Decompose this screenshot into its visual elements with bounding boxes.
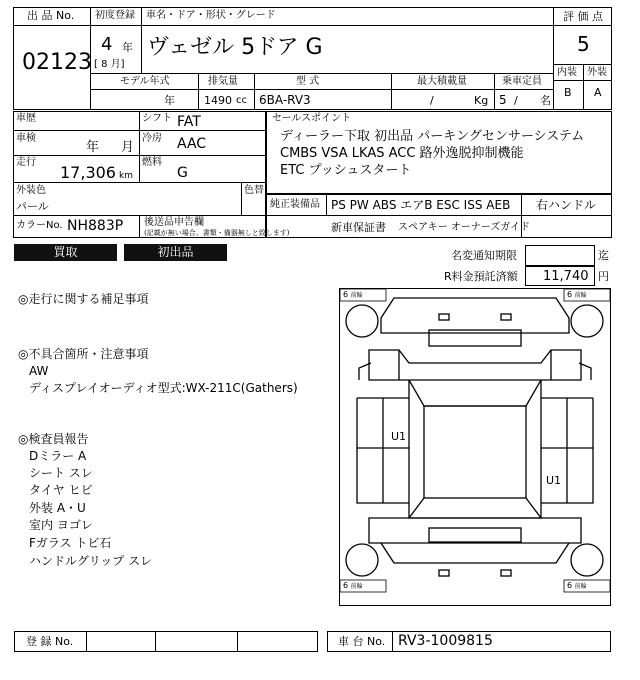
inspection-month: 月: [121, 140, 135, 155]
displacement-label: 排気量: [208, 76, 238, 87]
divider: [13, 130, 266, 131]
recycle-unit: 円: [598, 270, 609, 283]
type-value: 6BA-RV3: [259, 93, 311, 107]
lot-number: 02123: [22, 50, 92, 75]
aftermarket-note: (記載が無い場合、書類・備器無しと致します): [144, 229, 290, 237]
exterior-grade: A: [594, 86, 602, 99]
divider: [392, 631, 393, 652]
capacity-label: 乗車定員: [502, 76, 542, 87]
max-load-label: 最大積載量: [417, 76, 467, 87]
capacity-separator: /: [514, 94, 518, 107]
divider: [13, 25, 90, 26]
divider: [155, 631, 156, 652]
lot-label: 出 品 No.: [27, 9, 75, 22]
divider: [13, 182, 266, 183]
score-value: 5: [577, 32, 590, 56]
sales-point-label: セールスポイント: [272, 113, 352, 124]
name-change-label: 名変通知期限: [451, 249, 517, 262]
tire-label: 6 前輪: [567, 581, 587, 590]
steering-side: 右ハンドル: [536, 198, 597, 212]
name-change-unit: 迄: [598, 249, 609, 262]
car-name-label: 車名・ドア・形状・グレード: [146, 10, 276, 21]
max-load-separator: /: [430, 94, 434, 107]
damage-mark: U1: [391, 430, 407, 443]
warranty-items: スペアキー オーナーズガイド: [398, 222, 530, 233]
first-reg-month: [ 8 月]: [94, 59, 125, 70]
interior-grade: B: [564, 86, 572, 99]
divider: [553, 7, 554, 110]
damage-mark: U1: [546, 474, 562, 487]
tag-badge: 初出品: [124, 244, 227, 261]
divider: [198, 73, 199, 110]
max-load-unit: Kg: [474, 94, 489, 107]
divider: [326, 194, 327, 215]
defect-item: ディスプレイオーディオ型式:WX-211C(Gathers): [29, 381, 298, 395]
sales-point-line: ディーラー下取 初出品 パーキングセンサーシステム: [280, 129, 585, 144]
displacement-unit: cc: [236, 95, 247, 106]
equipment-items: PS PW ABS エアB ESC ISS AEB: [331, 198, 511, 212]
repaint-label: 色替: [244, 185, 264, 196]
inspection-year: 年: [86, 140, 100, 155]
tire-label: 6 前輪: [343, 290, 363, 299]
driving-title: ◎走行に関する補足事項: [18, 292, 149, 306]
defect-item: AW: [29, 364, 49, 378]
divider: [237, 631, 238, 652]
interior-label: 内装: [557, 67, 577, 78]
ac-label: 冷房: [142, 133, 162, 144]
ext-color-label: 外装色: [16, 185, 46, 196]
inspector-item: ハンドルグリップ スレ: [29, 554, 153, 568]
capacity-unit: 名: [540, 94, 551, 107]
inspector-item: Dミラー A: [29, 449, 87, 463]
ext-color-value: パール: [16, 200, 49, 213]
type-label: 型 式: [296, 76, 320, 87]
divider: [139, 111, 140, 182]
recycle-amount: 11,740: [543, 269, 589, 284]
mileage-unit: km: [119, 171, 133, 181]
divider: [86, 631, 87, 652]
divider: [254, 73, 255, 110]
color-no-label: カラーNo.: [16, 220, 63, 231]
name-change-box: [525, 245, 595, 266]
fuel-label: 燃料: [142, 157, 162, 168]
displacement-value: 1490: [204, 94, 232, 107]
equipment-label: 純正装備品: [270, 199, 320, 210]
divider: [583, 64, 584, 110]
inspection-label: 車検: [16, 133, 36, 144]
color-no-value: NH883P: [67, 218, 124, 234]
history-label: 車歴: [16, 113, 36, 124]
tire-label: 6 前輪: [567, 290, 587, 299]
inspector-title: ◎検査員報告: [18, 432, 89, 446]
first-reg-label: 初度登録: [95, 10, 135, 21]
divider: [90, 25, 553, 26]
mileage-label: 走行: [16, 157, 36, 168]
sales-point-line: ETC プッシュスタート: [280, 163, 412, 178]
shift-value: FAT: [177, 114, 201, 130]
divider: [141, 25, 142, 73]
defects-title: ◎不具合箇所・注意事項: [18, 347, 149, 361]
sales-point-line: CMBS VSA LKAS ACC 路外逸脱抑制機能: [280, 146, 524, 161]
first-reg-year: 4: [101, 34, 113, 55]
divider: [391, 73, 392, 110]
chassis-label: 車 台 No.: [338, 635, 386, 648]
mileage-value: 17,306: [60, 163, 116, 182]
divider: [90, 89, 553, 90]
capacity-value: 5: [499, 93, 507, 107]
divider: [494, 73, 495, 110]
inspector-item: タイヤ ヒビ: [29, 483, 93, 497]
divider: [241, 182, 242, 215]
divider: [139, 215, 140, 238]
model-year-unit: 年: [164, 94, 175, 107]
recycle-label: R料金預託済額: [444, 270, 518, 283]
car-name: ヴェゼル 5ドア G: [147, 35, 323, 60]
inspector-item: シート スレ: [29, 466, 93, 480]
car-damage-diagram: [339, 288, 611, 606]
fuel-value: G: [177, 165, 188, 181]
inspector-item: 外装 A・U: [29, 501, 86, 515]
reg-no-label: 登 録 No.: [26, 635, 74, 648]
warranty-label: 新車保証書: [331, 221, 386, 234]
divider: [266, 215, 612, 216]
divider: [141, 7, 142, 25]
tag-badge: 買取: [14, 244, 117, 261]
divider: [13, 155, 266, 156]
first-reg-year-unit: 年: [122, 41, 133, 54]
divider: [553, 25, 612, 26]
inspector-item: Fガラス トビ石: [29, 536, 112, 550]
chassis-number: RV3-1009815: [398, 633, 493, 649]
tire-label: 6 前輪: [343, 581, 363, 590]
score-label: 評 価 点: [563, 10, 603, 23]
ac-value: AAC: [177, 136, 207, 152]
divider: [90, 73, 553, 74]
model-year-label: モデル年式: [120, 76, 170, 87]
exterior-label: 外装: [587, 67, 607, 78]
shift-label: シフト: [142, 113, 172, 124]
inspector-item: 室内 ヨゴレ: [29, 518, 93, 532]
aftermarket-label: 後送品申告欄: [144, 217, 204, 228]
